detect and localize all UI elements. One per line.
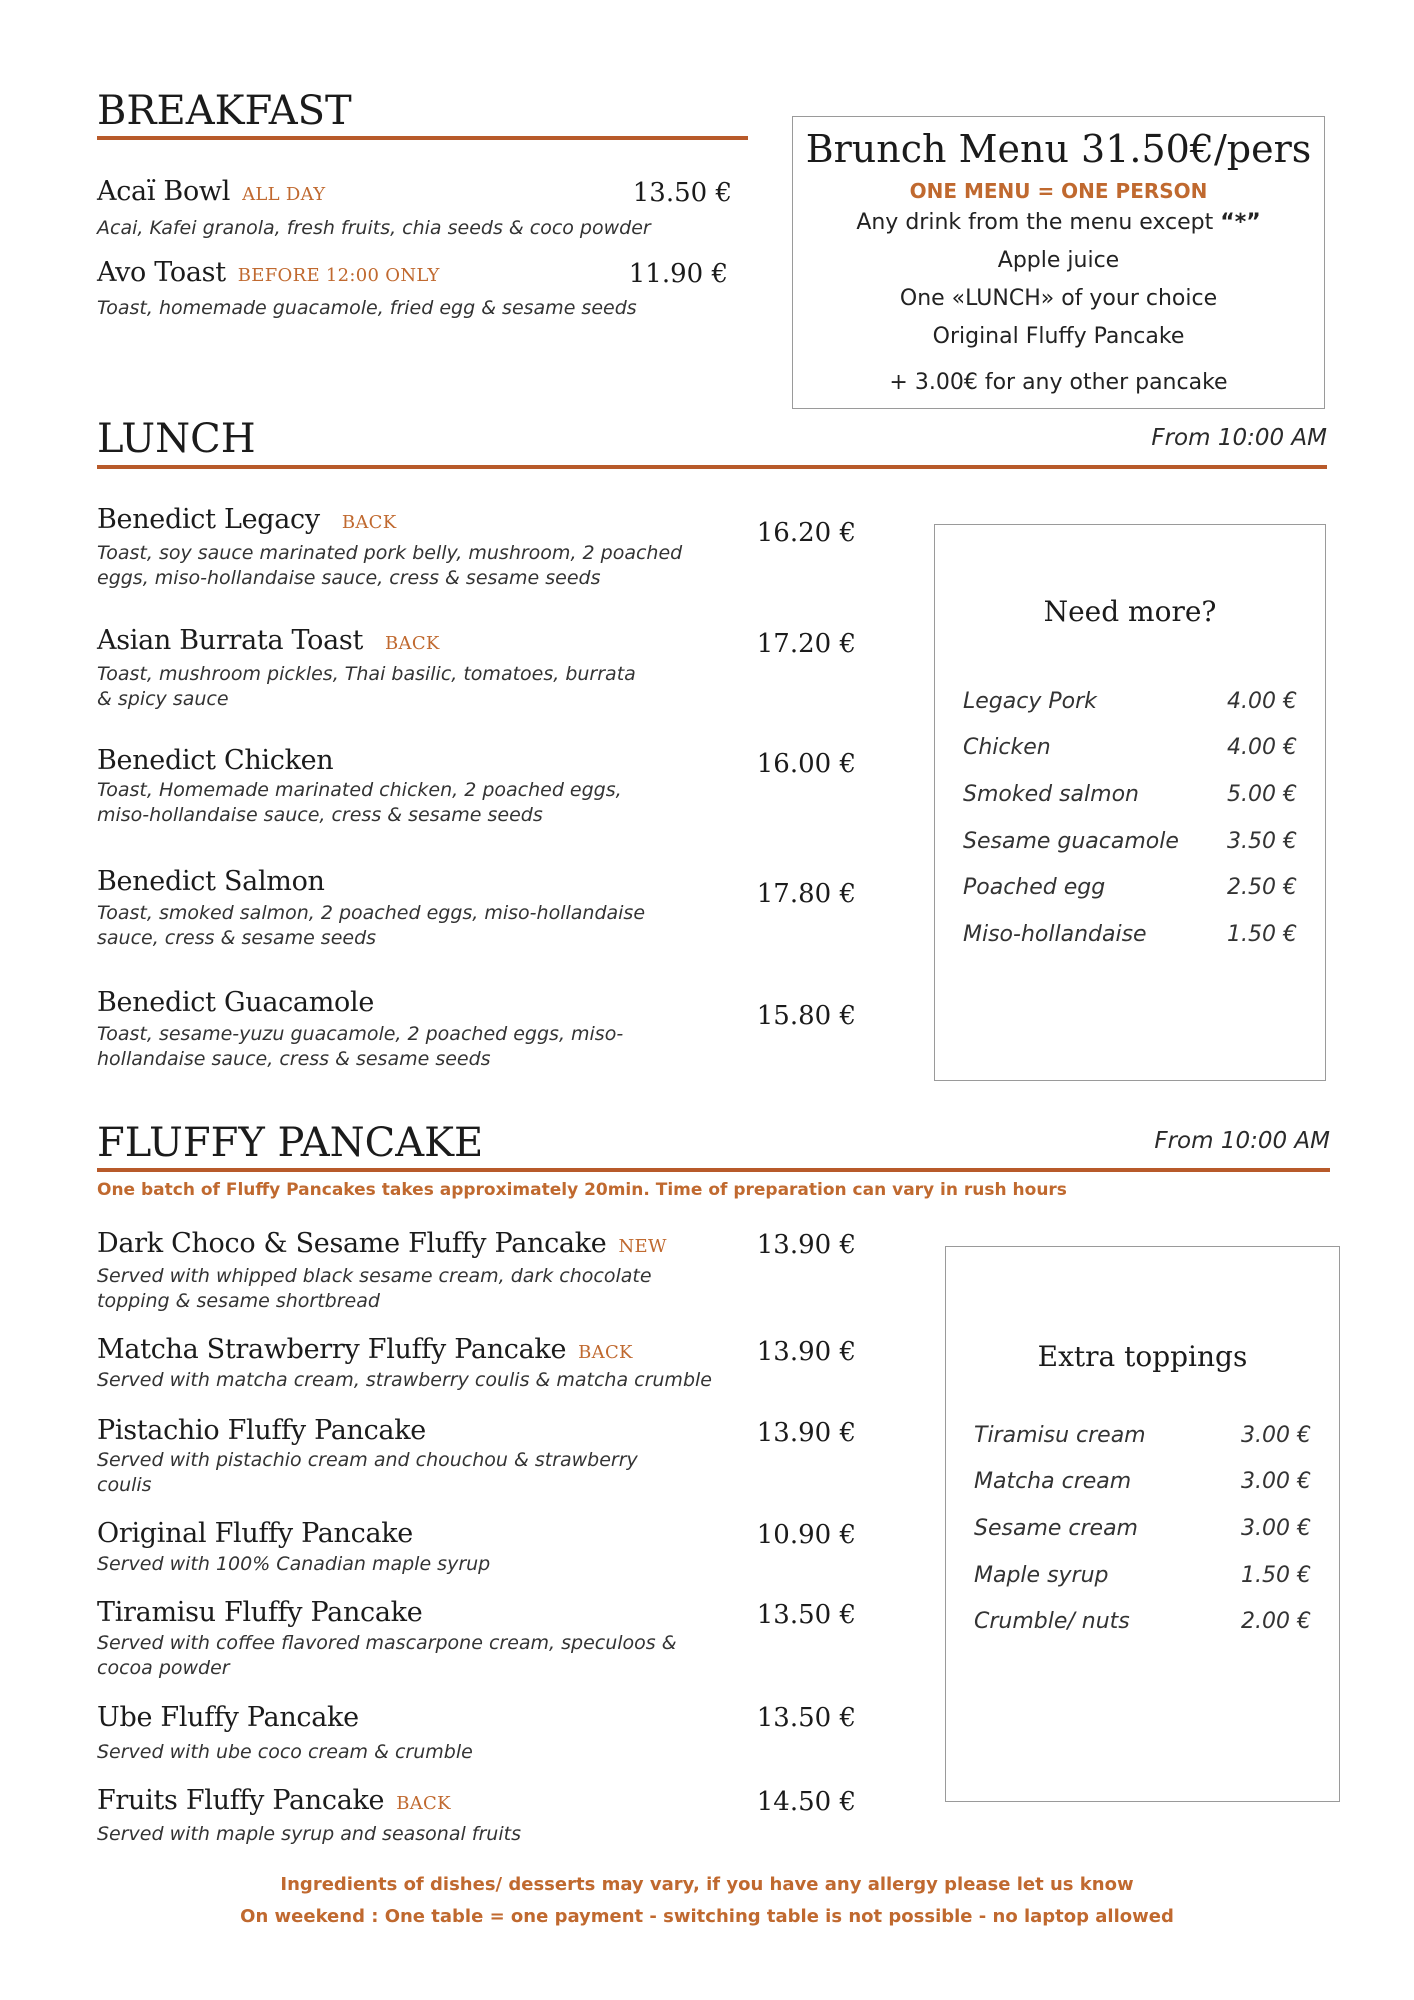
dish-tag: BACK bbox=[385, 633, 440, 654]
footer-weekend-note: On weekend : One table = one payment - switching table is not possible - no laptop allowed bbox=[240, 1906, 1174, 1927]
dish-price: 13.50 € bbox=[632, 178, 732, 208]
extra-row: Poached egg 2.50 € bbox=[963, 875, 1297, 900]
dish-name: Benedict Legacy BACK bbox=[97, 504, 397, 535]
lunch-rule bbox=[97, 465, 1327, 469]
extra-row: Maple syrup 1.50 € bbox=[974, 1563, 1311, 1588]
extra-row: Legacy Pork 4.00 € bbox=[963, 689, 1297, 714]
dish-name: Matcha Strawberry Fluffy Pancake BACK bbox=[97, 1334, 633, 1365]
extra-row: Miso-hollandaise 1.50 € bbox=[963, 922, 1297, 947]
dish-tag: BEFORE 12:00 ONLY bbox=[237, 265, 440, 286]
dish-price: 16.20 € bbox=[756, 518, 856, 548]
dish-name: Tiramisu Fluffy Pancake bbox=[97, 1597, 423, 1628]
extra-toppings-box bbox=[945, 1246, 1340, 1802]
pancake-title: FLUFFY PANCAKE bbox=[97, 1120, 484, 1166]
dish-name: Fruits Fluffy Pancake BACK bbox=[97, 1785, 451, 1816]
dish-tag: BACK bbox=[341, 512, 397, 533]
brunch-line: + 3.00€ for any other pancake bbox=[889, 370, 1228, 395]
dish-price: 13.90 € bbox=[756, 1418, 856, 1448]
need-more-box bbox=[934, 524, 1326, 1081]
dish-price: 13.90 € bbox=[756, 1230, 856, 1260]
lunch-from-time: From 10:00 AM bbox=[1151, 425, 1327, 451]
dish-tag: BACK bbox=[396, 1793, 451, 1814]
dish-description: Served with matcha cream, strawberry coulis & matcha crumble bbox=[97, 1369, 712, 1391]
pancake-from-time: From 10:00 AM bbox=[1154, 1128, 1330, 1154]
dish-price: 14.50 € bbox=[756, 1787, 856, 1817]
dish-description: Toast, sesame-yuzu guacamole, 2 poached eggs, miso- hollandaise sauce, cress & sesame seeds bbox=[97, 1023, 624, 1070]
dish-description: Served with whipped black sesame cream, dark chocolate topping & sesame shortbread bbox=[97, 1265, 652, 1312]
dish-name: Asian Burrata Toast BACK bbox=[97, 625, 440, 656]
dish-description: Toast, soy sauce marinated pork belly, mushroom, 2 poached eggs, miso-hollandaise sauce, cress & sesame seeds bbox=[97, 542, 683, 589]
pancake-note: One batch of Fluffy Pancakes takes approximately 20min. Time of preparation can vary in rush hours bbox=[97, 1180, 1067, 1200]
dish-price: 13.50 € bbox=[756, 1600, 856, 1630]
extra-row: Chicken 4.00 € bbox=[963, 735, 1297, 760]
brunch-line: One «LUNCH» of your choice bbox=[899, 286, 1218, 311]
dish-price: 15.80 € bbox=[756, 1001, 856, 1031]
extra-row: Sesame guacamole 3.50 € bbox=[963, 829, 1297, 854]
extra-row: Matcha cream 3.00 € bbox=[974, 1469, 1311, 1494]
dish-price: 13.90 € bbox=[756, 1337, 856, 1367]
extra-row: Tiramisu cream 3.00 € bbox=[974, 1423, 1311, 1448]
footer-allergy-note: Ingredients of dishes/ desserts may vary, if you have any allergy please let us know bbox=[280, 1874, 1134, 1895]
dish-description: Served with coffee flavored mascarpone cream, speculoos & cocoa powder bbox=[97, 1632, 677, 1679]
brunch-subtitle: ONE MENU = ONE PERSON bbox=[909, 179, 1208, 203]
brunch-line: Apple juice bbox=[997, 248, 1120, 273]
brunch-menu-box bbox=[792, 116, 1325, 409]
dish-name: Benedict Guacamole bbox=[97, 987, 375, 1018]
dish-name: Original Fluffy Pancake bbox=[97, 1518, 413, 1549]
dish-description: Served with maple syrup and seasonal fruits bbox=[97, 1823, 521, 1845]
dish-tag: NEW bbox=[618, 1236, 667, 1257]
breakfast-rule bbox=[97, 136, 748, 140]
dish-description: Served with pistachio cream and chouchou & strawberry coulis bbox=[97, 1449, 638, 1496]
dish-description: Acai, Kafei granola, fresh fruits, chia seeds & coco powder bbox=[97, 217, 651, 239]
dish-price: 11.90 € bbox=[628, 259, 728, 289]
brunch-line-drink: Any drink from the menu except “*” bbox=[856, 210, 1261, 235]
dish-name: Ube Fluffy Pancake bbox=[97, 1702, 359, 1733]
dish-price: 10.90 € bbox=[756, 1520, 856, 1550]
dish-price: 13.50 € bbox=[756, 1703, 856, 1733]
extra-toppings-title: Extra toppings bbox=[1037, 1340, 1248, 1373]
extra-row: Sesame cream 3.00 € bbox=[974, 1516, 1311, 1541]
dish-tag: ALL DAY bbox=[242, 184, 326, 205]
dish-name: Benedict Chicken bbox=[97, 745, 334, 776]
dish-name: Pistachio Fluffy Pancake bbox=[97, 1415, 426, 1446]
lunch-title: LUNCH bbox=[97, 416, 256, 462]
brunch-line: Original Fluffy Pancake bbox=[932, 324, 1185, 349]
dish-description: Toast, mushroom pickles, Thai basilic, tomatoes, burrata & spicy sauce bbox=[97, 663, 636, 710]
dish-description: Served with ube coco cream & crumble bbox=[97, 1741, 473, 1763]
dish-name: Benedict Salmon bbox=[97, 866, 325, 897]
dish-price: 17.20 € bbox=[756, 629, 856, 659]
dish-name: Dark Choco & Sesame Fluffy Pancake NEW bbox=[97, 1228, 667, 1259]
dish-description: Toast, homemade guacamole, fried egg & sesame seeds bbox=[97, 297, 637, 319]
dish-description: Served with 100% Canadian maple syrup bbox=[97, 1553, 491, 1575]
need-more-title: Need more? bbox=[1043, 595, 1217, 628]
dish-description: Toast, Homemade marinated chicken, 2 poached eggs, miso-hollandaise sauce, cress & sesame seeds bbox=[97, 779, 622, 826]
pancake-rule bbox=[97, 1168, 1330, 1172]
dish-name: Avo Toast BEFORE 12:00 ONLY bbox=[97, 257, 440, 288]
breakfast-title: BREAKFAST bbox=[97, 88, 352, 134]
dish-description: Toast, smoked salmon, 2 poached eggs, miso-hollandaise sauce, cress & sesame seeds bbox=[97, 902, 646, 949]
dish-price: 17.80 € bbox=[756, 879, 856, 909]
dish-tag: BACK bbox=[578, 1342, 633, 1363]
dish-name: Acaï Bowl ALL DAY bbox=[97, 176, 326, 207]
extra-row: Smoked salmon 5.00 € bbox=[963, 782, 1297, 807]
extra-row: Crumble/ nuts 2.00 € bbox=[974, 1609, 1311, 1634]
dish-price: 16.00 € bbox=[756, 749, 856, 779]
brunch-title: Brunch Menu 31.50€/pers bbox=[805, 127, 1312, 171]
